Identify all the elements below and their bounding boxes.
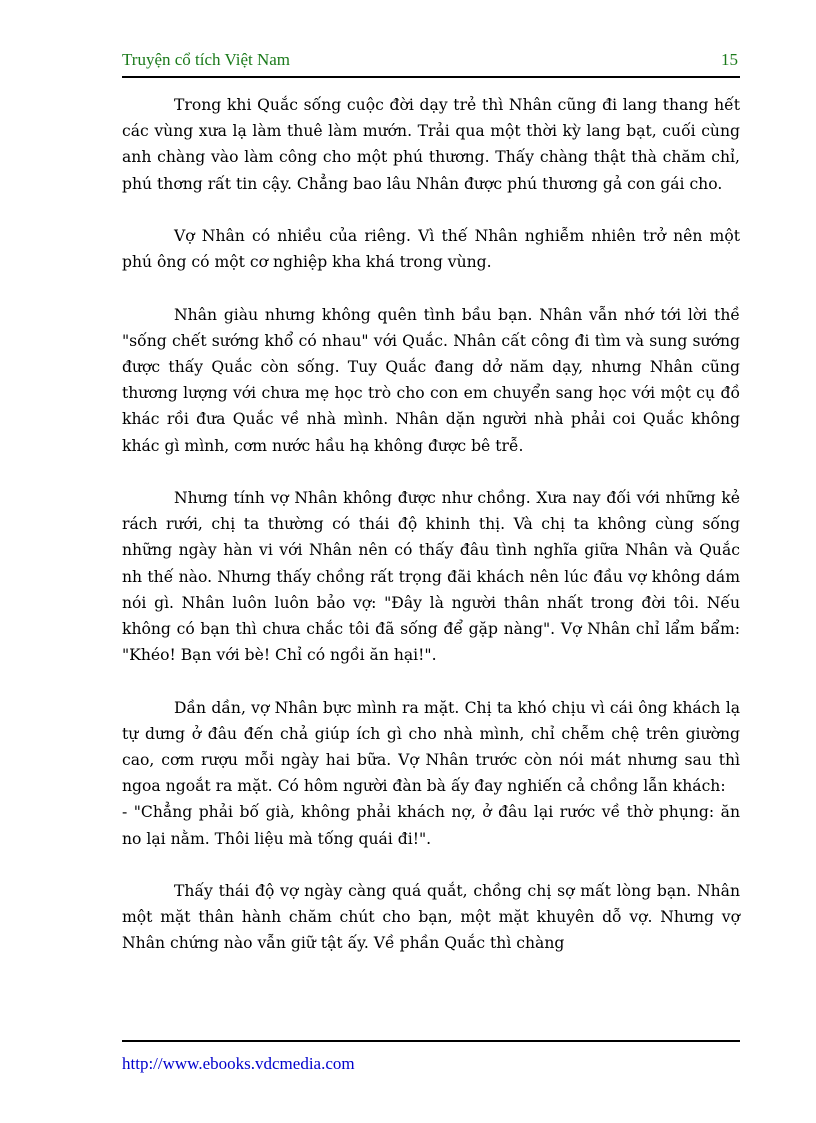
dialogue-quote: - "Chẳng phải bố già, không phải khách nợ, ở đâu lại rước về thờ phụng: ăn no lại nằm. Thôi liệu mà tống quái đi!". — [122, 803, 740, 848]
paragraph-1: Trong khi Quắc sống cuộc đời dạy trẻ thì Nhân cũng đi lang thang hết các vùng xưa lạ làm thuê làm mướn. Trải qua một thời kỳ lang bạt, cuối cùng anh chàng vào làm công cho một phú thương. Thấy chàng thật thà chăm chỉ, phú thơng rất tin cậy. Chẳng bao lâu Nhân được phú thương gả con gái cho. — [122, 96, 740, 193]
book-title: Truyện cổ tích Việt Nam — [122, 50, 291, 69]
page-header — [122, 50, 740, 78]
paragraph-6: Thấy thái độ vợ ngày càng quá quắt, chồng chị sợ mất lòng bạn. Nhân một mặt thân hành chăm chút cho bạn, một mặt khuyên dỗ vợ. Nhưng vợ Nhân chứng nào vẫn giữ tật ấy. Về phần Quắc thì chàng — [122, 882, 740, 953]
page-footer — [122, 1040, 740, 1073]
paragraph-4: Nhưng tính vợ Nhân không được như chồng. Xưa nay đối với những kẻ rách rưới, chị ta thường có thái độ khinh thị. Và chị ta không cùng sống những ngày hàn vi với Nhân nên có thấy đâu tình nghĩa giữa Nhân và Quắc nh thế nào. Nhưng thấy chồng rất trọng đãi khách nên lúc đầu vợ không dám nói gì. Nhân luôn luôn bảo vợ: "Đây là người thân nhất trong đời tôi. Nếu không có bạn thì chưa chắc tôi đã sống để gặp nàng". Vợ Nhân chỉ lẩm bẩm: "Khéo! Bạn với bè! Chỉ có ngồi ăn hại!". — [122, 489, 740, 665]
body-text — [122, 92, 740, 983]
paragraph-2: Vợ Nhân có nhiều của riêng. Vì thế Nhân nghiễm nhiên trở nên một phú ông có một cơ nghiệp kha khá trong vùng. — [122, 227, 740, 272]
paragraph-5: Dần dần, vợ Nhân bực mình ra mặt. Chị ta khó chịu vì cái ông khách lạ tự dưng ở đâu đến chả giúp ích gì cho nhà mình, chỉ chễm chệ trên giường cao, cơm rượu mỗi ngày hai bữa. Vợ Nhân trước còn nói mát nhưng sau thì ngoa ngoắt ra mặt. Có hôm người đàn bà ấy đay nghiến cả chồng lẫn khách: — [122, 698, 740, 796]
ebooks-link[interactable]: http://www.ebooks.vdcmedia.com — [122, 1054, 355, 1073]
paragraph-3: Nhân giàu nhưng không quên tình bầu bạn. Nhân vẫn nhớ tới lời thề "sống chết sướng khổ có nhau" với Quắc. Nhân cất công đi tìm và sung sướng được thấy Quắc còn sống. Tuy Quắc đang dở năm dạy, nhưng Nhân cũng thương lượng với chưa mẹ học trò cho con em chuyển sang học với một cụ đồ khác rồi đưa Quắc về nhà mình. Nhân dặn người nhà phải coi Quắc không khác gì mình, cơm nước hầu hạ không được bê trễ. — [122, 305, 740, 455]
page-number: 15 — [721, 50, 738, 69]
